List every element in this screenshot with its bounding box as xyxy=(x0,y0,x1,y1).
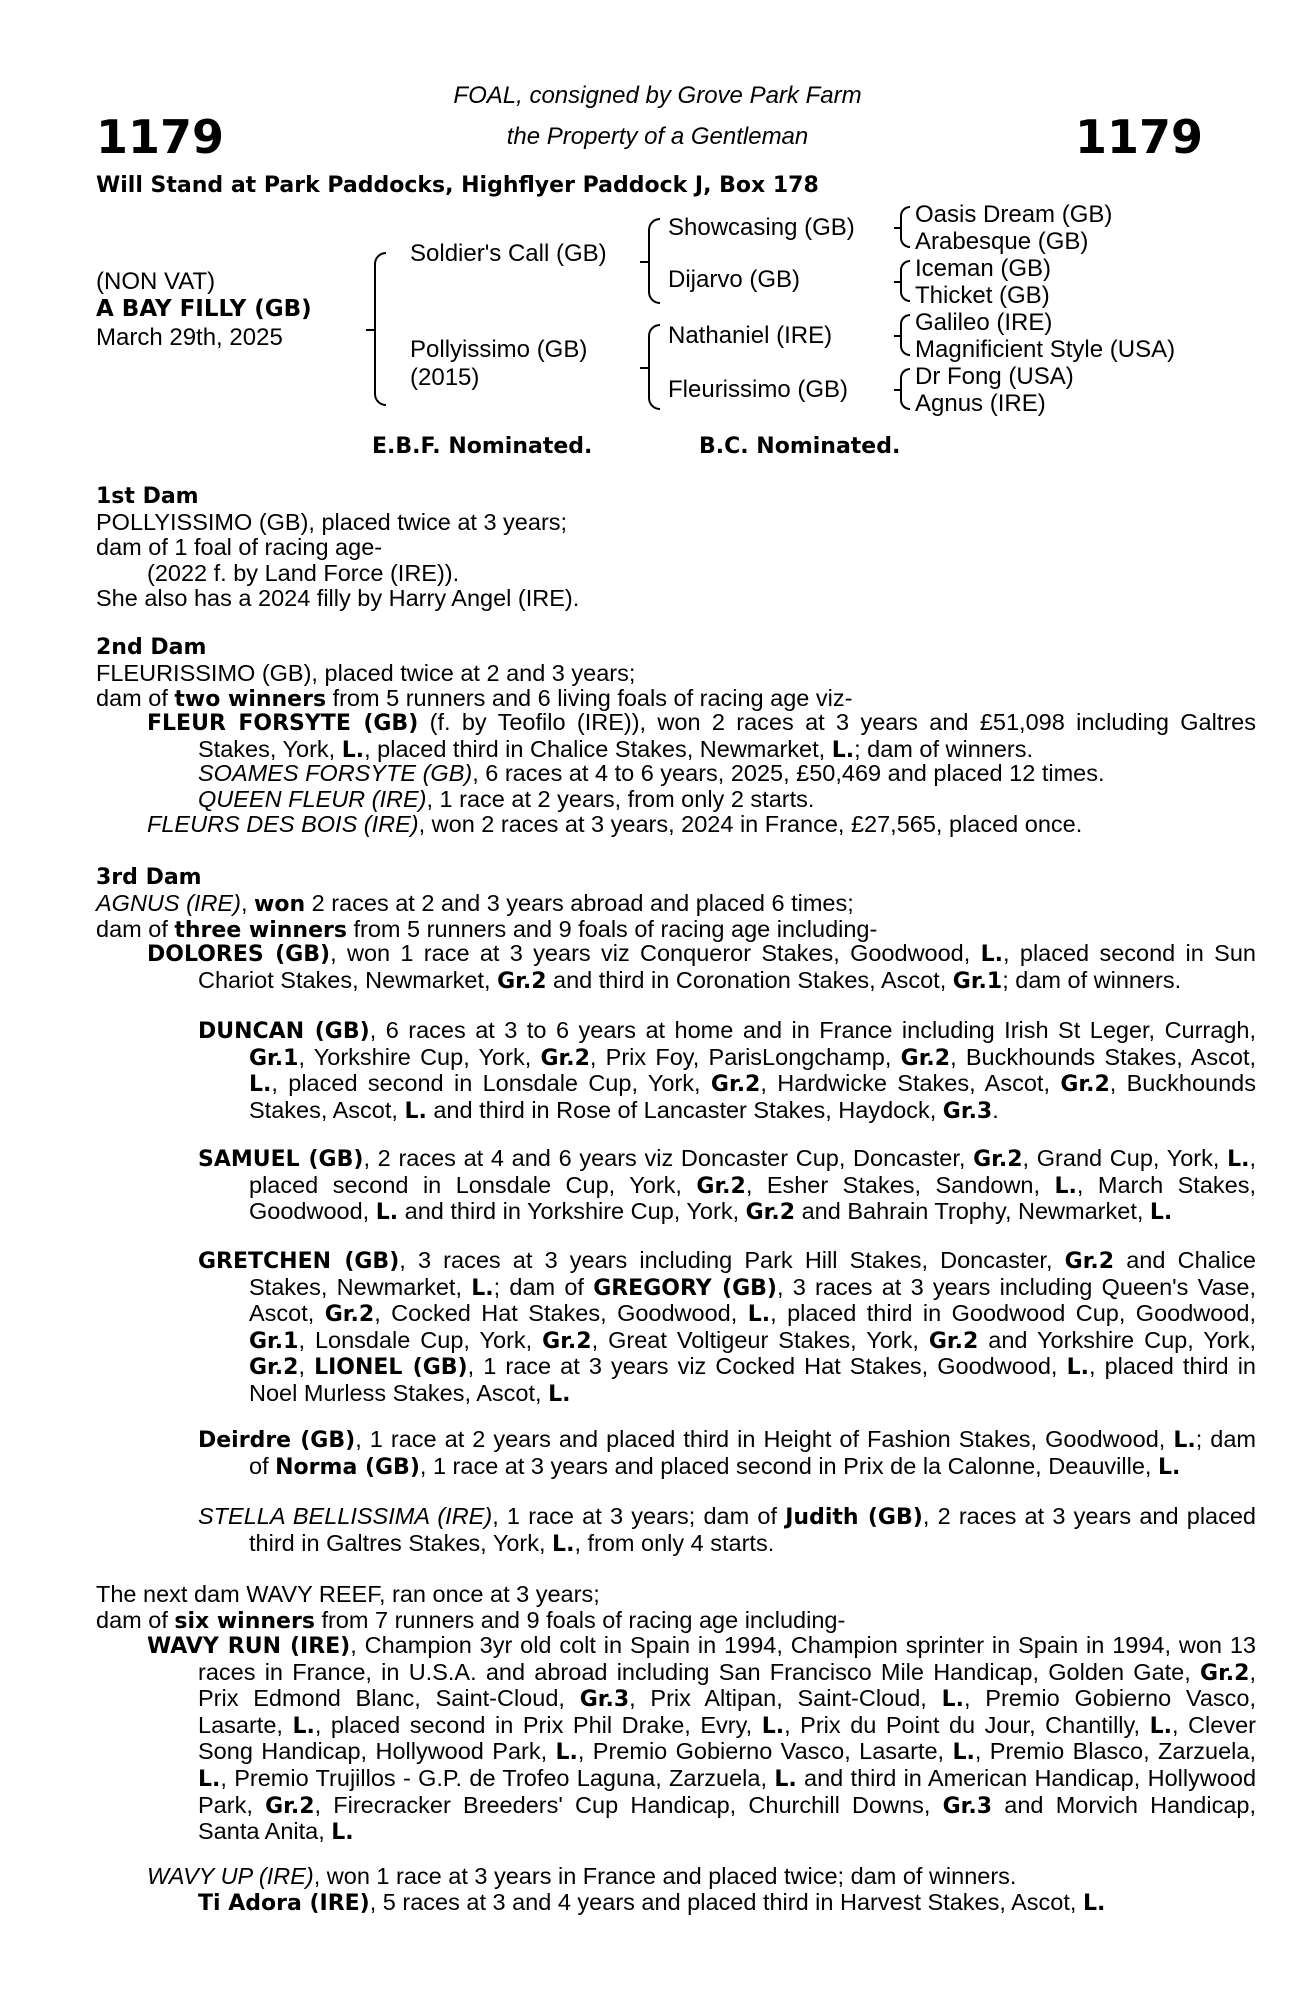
second-dam-line-2: dam of two winners from 5 runners and 6 living foals of racing age viz- xyxy=(96,685,853,713)
third-dam-line-1: AGNUS (IRE), won 2 races at 2 and 3 years abroad and placed 6 times; xyxy=(96,889,854,917)
next-dam-section xyxy=(96,1582,1205,1634)
first-dam-heading: 1st Dam xyxy=(96,484,199,509)
wavy-up-entry: WAVY UP (IRE), won 1 race at 3 years in France and placed twice; dam of winners. xyxy=(147,1863,1017,1889)
horse-dob: March 29th, 2025 xyxy=(96,324,283,351)
dolores-entry: DOLORES (GB), won 1 race at 3 years viz Conqueror Stakes, Goodwood, L., placed second in Sun Chariot Stakes, Newmarket, Gr.2 and third in Coronation Stakes, Ascot, Gr.1; dam of winners. xyxy=(147,940,1256,994)
gretchen-entry: GRETCHEN (GB), 3 races at 3 years including Park Hill Stakes, Doncaster, Gr.2 and Chalice Stakes, Newmarket, L.; dam of GREGORY (GB), 3 races at 3 years including Queen's Vase, Ascot, Gr.2, Cocked Hat Stakes, Goodwood, L., placed third in Goodwood Cup, Goodwood, Gr.1, Lonsdale Cup, York, Gr.2, Great Voltigeur Stakes, York, Gr.2 and Yorkshire Cup, York, Gr.2, LIONEL (GB), 1 race at 3 years viz Cocked Hat Stakes, Goodwood, L., placed third in Noel Murless Stakes, Ascot, L. xyxy=(198,1247,1257,1407)
first-dam-line-4: She also has a 2024 filly by Harry Angel (IRE). xyxy=(96,585,580,612)
first-dam-line-1: POLLYISSIMO (GB), placed twice at 3 years; xyxy=(96,508,568,535)
dam: Pollyissimo (GB) xyxy=(410,336,588,363)
second-dam-line-1: FLEURISSIMO (GB), placed twice at 2 and 3 years; xyxy=(96,659,636,686)
third-dam-section xyxy=(96,864,1205,944)
gen3-brace-1 xyxy=(900,206,910,248)
stella-bellissima-entry: STELLA BELLISSIMA (IRE), 1 race at 3 years; dam of Judith (GB), 2 races at 3 years and placed third in Galtres Stakes, York, L., from only 4 starts. xyxy=(198,1503,1256,1557)
pedigree-main-brace xyxy=(374,252,386,406)
gen3-7: Dr Fong (USA) xyxy=(915,363,1074,390)
third-dam-heading: 3rd Dam xyxy=(96,865,202,890)
fleur-forsyte-entry: FLEUR FORSYTE (GB) (f. by Teofilo (IRE)), won 2 races at 3 years and £51,098 including Galtres Stakes, York, L., placed third in Chalice Stakes, Newmarket, L.; dam of winners. xyxy=(147,709,1256,763)
second-dam-heading: 2nd Dam xyxy=(96,635,207,660)
ti-adora-entry: Ti Adora (IRE), 5 races at 3 and 4 years and placed third in Harvest Stakes, Ascot, L. xyxy=(198,1889,1106,1916)
first-dam-line-2: dam of 1 foal of racing age- xyxy=(96,534,383,561)
gen3-4: Thicket (GB) xyxy=(915,282,1050,309)
soames-forsyte-entry: SOAMES FORSYTE (GB), 6 races at 4 to 6 years, 2025, £50,469 and placed 12 times. xyxy=(198,760,1105,786)
sire-sire: Showcasing (GB) xyxy=(668,214,855,241)
dam-year: (2015) xyxy=(410,364,480,391)
next-dam-line-1: The next dam WAVY REEF, ran once at 3 years; xyxy=(96,1581,600,1607)
dam-sire: Nathaniel (IRE) xyxy=(668,322,833,349)
gen3-8: Agnus (IRE) xyxy=(915,390,1046,417)
vat-status: (NON VAT) xyxy=(96,268,216,295)
first-dam-section xyxy=(96,483,1205,612)
gen3-brace-2 xyxy=(900,260,910,302)
third-dam-line-2: dam of three winners from 5 runners and 9 foals of racing age including- xyxy=(96,916,878,944)
first-dam-line-3: (2022 f. by Land Force (IRE)). xyxy=(147,559,460,586)
gen3-2: Arabesque (GB) xyxy=(915,228,1089,255)
property: the Property of a Gentleman xyxy=(506,123,809,150)
queen-fleur-entry: QUEEN FLEUR (IRE), 1 race at 2 years, from only 2 starts. xyxy=(198,786,815,812)
consignor: FOAL, consigned by Grove Park Farm xyxy=(453,82,862,109)
deirdre-entry: Deirdre (GB), 1 race at 2 years and placed third in Height of Fashion Stakes, Goodwood, L.; dam of Norma (GB), 1 race at 3 years and placed second in Prix de la Calonne, Deauville, L. xyxy=(198,1426,1257,1480)
next-dam-line-2: dam of six winners from 7 runners and 9 foals of racing age including- xyxy=(96,1606,846,1634)
sire-brace xyxy=(648,218,660,304)
gen3-brace-3 xyxy=(900,314,910,356)
wavy-run-entry: WAVY RUN (IRE), Champion 3yr old colt in Spain in 1994, Champion sprinter in Spain in 1994, won 13 races in France, in U.S.A. and abroad including San Francisco Mile Handicap, Golden Gate, Gr.2, Prix Edmond Blanc, Saint-Cloud, Gr.3, Prix Altipan, Saint-Cloud, L., Premio Gobierno Vasco, Lasarte, L., placed second in Prix Phil Drake, Evry, L., Prix du Point du Jour, Chantilly, L., Clever Song Handicap, Hollywood Park, L., Premio Gobierno Vasco, Lasarte, L., Premio Blasco, Zarzuela, L., Premio Trujillos - G.P. de Trofeo Laguna, Zarzuela, L. and third in American Handicap, Hollywood Park, Gr.2, Firecracker Breeders' Cup Handicap, Churchill Downs, Gr.3 and Morvich Handicap, Santa Anita, L. xyxy=(147,1632,1257,1846)
stand-location: Will Stand at Park Paddocks, Highflyer Paddock J, Box 178 xyxy=(96,173,819,198)
gen3-5: Galileo (IRE) xyxy=(915,309,1053,336)
gen3-brace-4 xyxy=(900,368,910,410)
dam-dam: Fleurissimo (GB) xyxy=(668,376,849,403)
duncan-entry: DUNCAN (GB), 6 races at 3 to 6 years at home and in France including Irish St Leger, Curragh, Gr.1, Yorkshire Cup, York, Gr.2, Prix Foy, ParisLongchamp, Gr.2, Buckhounds Stakes, Ascot, L., placed second in Lonsdale Cup, York, Gr.2, Hardwicke Stakes, Ascot, Gr.2, Buckhounds Stakes, Ascot, L. and third in Rose of Lancaster Stakes, Haydock, Gr.3. xyxy=(198,1017,1256,1124)
dam-brace xyxy=(648,324,660,410)
second-dam-section xyxy=(96,634,1205,713)
samuel-entry: SAMUEL (GB), 2 races at 4 and 6 years viz Doncaster Cup, Doncaster, Gr.2, Grand Cup, York, L., placed second in Lonsdale Cup, York, Gr.2, Esher Stakes, Sandown, L., March Stakes, Goodwood, L. and third in Yorkshire Cup, York, Gr.2 and Bahrain Trophy, Newmarket, L. xyxy=(198,1145,1257,1226)
gen3-1: Oasis Dream (GB) xyxy=(915,201,1113,228)
fleurs-des-bois-entry: FLEURS DES BOIS (IRE), won 2 races at 3 years, 2024 in France, £27,565, placed once. xyxy=(147,811,1083,837)
horse-name: A BAY FILLY (GB) xyxy=(96,296,312,322)
sire-dam: Dijarvo (GB) xyxy=(668,266,801,293)
lot-number-right: 1179 xyxy=(1074,110,1203,164)
sire: Soldier's Call (GB) xyxy=(410,240,607,267)
lot-number-left: 1179 xyxy=(96,110,225,164)
gen3-3: Iceman (GB) xyxy=(915,255,1052,282)
gen3-6: Magnificient Style (USA) xyxy=(915,336,1176,363)
ebf-nominated: E.B.F. Nominated. xyxy=(372,434,593,459)
bc-nominated: B.C. Nominated. xyxy=(699,434,901,459)
